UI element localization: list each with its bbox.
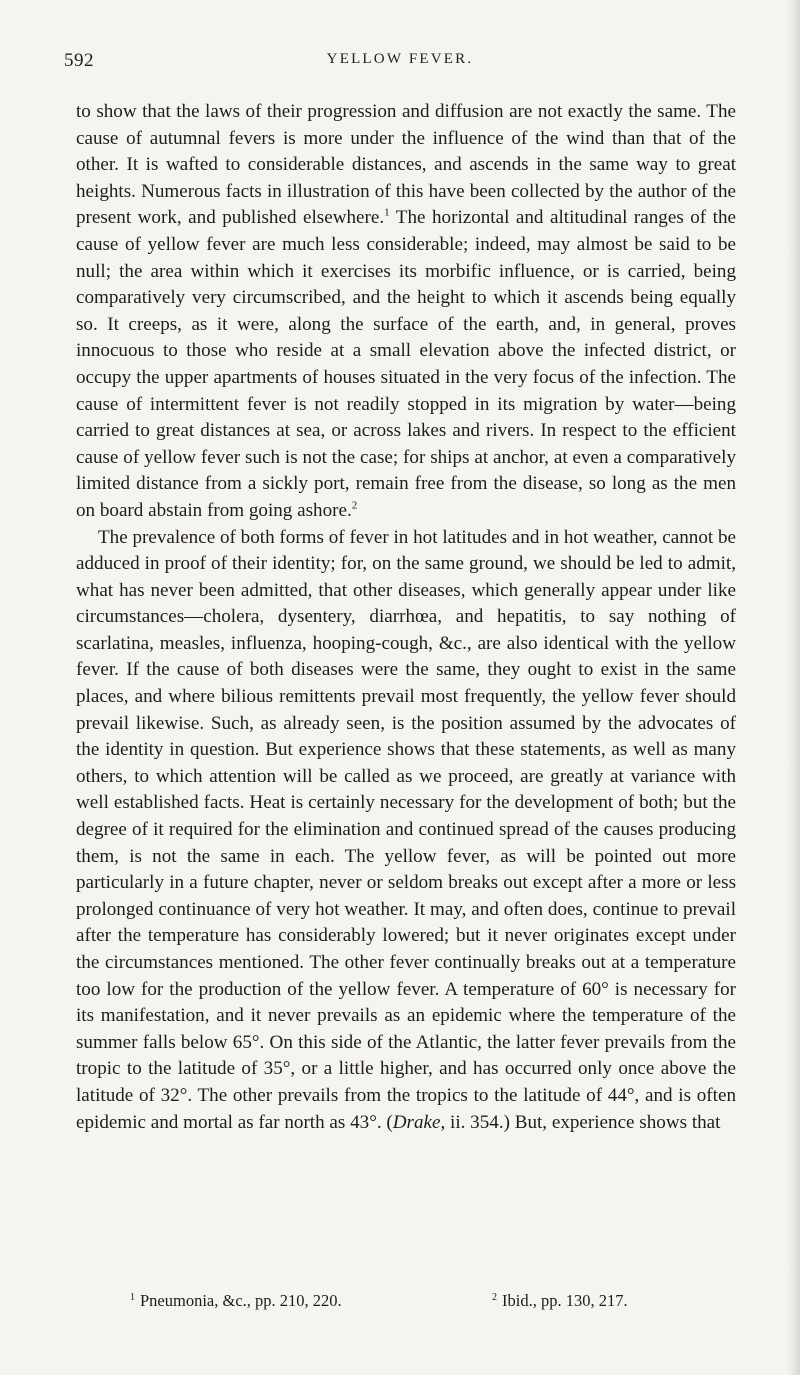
paragraph-1 bbox=[76, 99, 736, 525]
page-number: 592 bbox=[64, 50, 94, 71]
page-edge-shadow bbox=[786, 0, 800, 1375]
paragraph-1-text-b: The horizontal and altitudinal ranges of the cause of yellow fever are much less considerable; indeed, may almost be said to be null; the area within which it exercises its morbific influence, or is carried, being comparatively very circumscribed, and the height to which it ascends being equally so. It creeps, as it were, along the surface of the earth, and, in general, proves innocuous to those who reside at a small elevation above the infected district, or occupy the upper apartments of houses situated in the very focus of the infection. The cause of intermittent fever is not readily stopped in its migration by water—being carried to great distances at sea, or across lakes and rivers. In respect to the efficient cause of yellow fever such is not the case; for ships at anchor, at even a comparatively limited distance from a sickly port, remain free from the disease, so long as the men on board abstain from going ashore. bbox=[76, 207, 737, 521]
footnote-1 bbox=[130, 1290, 342, 1312]
footnote-1-mark: 1 bbox=[130, 1291, 135, 1303]
paragraph-2-text-a: The prevalence of both forms of fever in hot latitudes and in hot weather, cannot be adduced in proof of their identity; for, on the same ground, we should be led to admit, what has never been admitted, that other diseases, which generally appear under like circumstances—cholera, dysentery, diarrhœa, and hepatitis, to say nothing of scarlatina, measles, influenza, hooping-cough, &c., are also identical with the yellow fever. If the cause of both diseases were the same, they ought to exist in the same places, and where bilious remittents prevail most frequently, the yellow fever should prevail likewise. Such, as already seen, is the position assumed by the advocates of the identity in question. But experience shows that these statements, as well as many others, to which attention will be called as we proceed, are greatly at variance with well established facts. Heat is certainly necessary for the development of both; but the degree of it required for the elimination and continued spread of the causes producing them, is not the same in each. The yellow fever, as will be pointed out more particularly in a future chapter, never or seldom breaks out except after a more or less prolonged continuance of very hot weather. It may, and often does, continue to prevail after the temperature has considerably lowered; but it never originates except under the circumstances mentioned. The other fever continually breaks out at a temperature too low for the production of the yellow fever. A temperature of 60° is necessary for its manifestation, and it never prevails as an epidemic where the temperature of the summer falls below 65°. On this side of the Atlantic, the latter fever prevails from the tropic to the latitude of 35°, or a little higher, and has occurred only once above the latitude of 32°. The other prevails from the tropics to the latitude of 44°, and is often epidemic and mortal as far north as 43°. ( bbox=[76, 526, 736, 1133]
body-text bbox=[76, 99, 736, 1136]
citation-drake: Drake bbox=[392, 1111, 441, 1133]
paragraph-2-text-b: , ii. 354.) But, experience shows that bbox=[440, 1111, 721, 1133]
paragraph-1-text-a: to show that the laws of their progression and diffusion are not exactly the same. The cause of autumnal fevers is more under the influence of the wind than that of the other. It is wafted to considerable distances, and ascends in the same way to great heights. Numerous facts in illustration of this have been collected by the author of the present work, and published elsewhere. bbox=[76, 101, 736, 229]
page-header bbox=[64, 50, 736, 76]
footnote-1-text: Pneumonia, &c., pp. 210, 220. bbox=[140, 1291, 342, 1310]
footnote-ref-2: 2 bbox=[351, 499, 358, 512]
footnote-2-mark: 2 bbox=[492, 1291, 497, 1303]
running-head: YELLOW FEVER. bbox=[326, 51, 474, 67]
paragraph-2 bbox=[76, 525, 736, 1137]
footnote-ref-1: 1 bbox=[384, 207, 390, 220]
footnote-2-text: Ibid., pp. 130, 217. bbox=[502, 1291, 628, 1310]
footnote-2 bbox=[492, 1290, 628, 1312]
